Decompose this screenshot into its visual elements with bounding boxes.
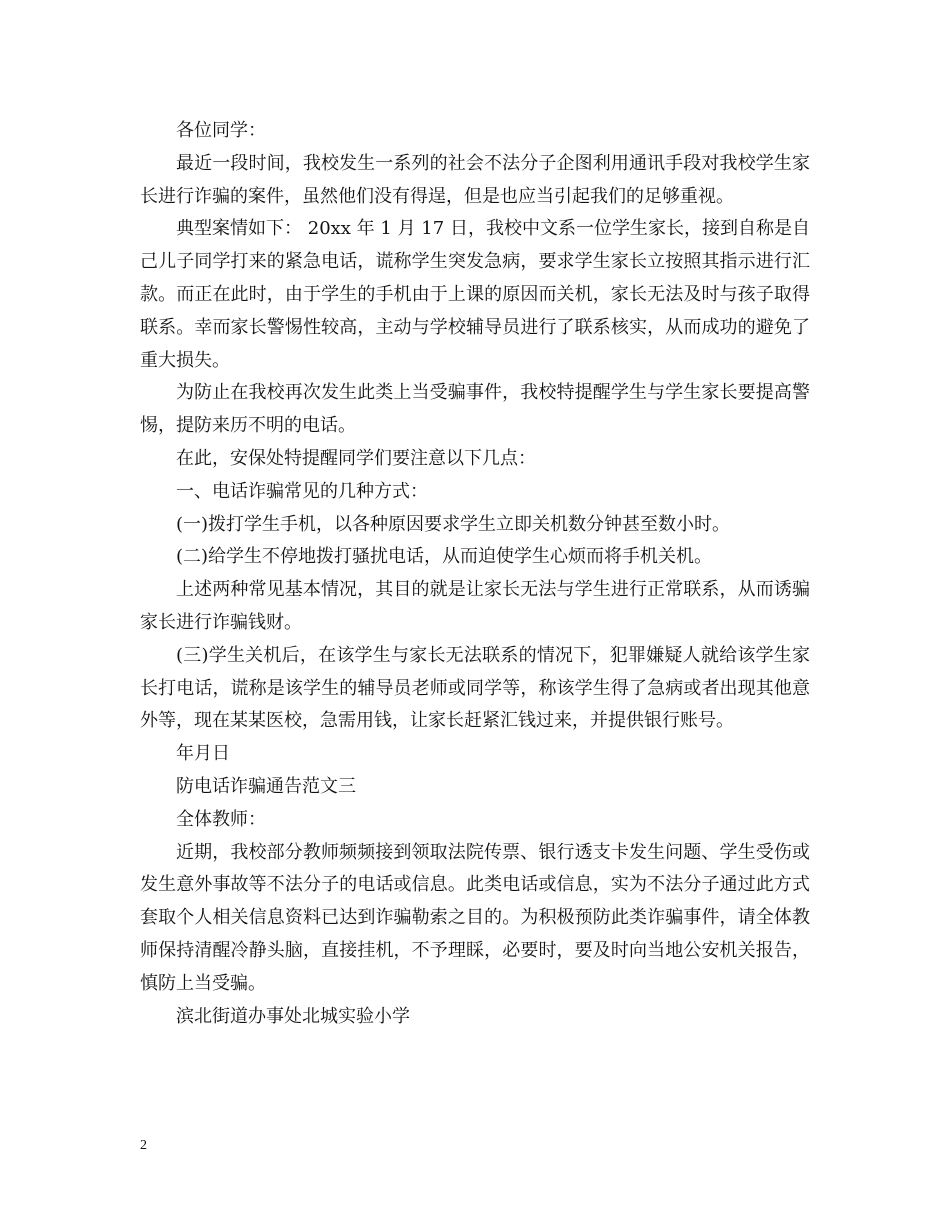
paragraph-prevention: 为防止在我校再次发生此类上当受骗事件，我校特提醒学生与学生家长要提高警惕，提防来历不明的电话。 [140,382,810,437]
section-heading-methods: 一、电话诈骗常见的几种方式： [176,480,428,502]
paragraph-purpose: 上述两种常见基本情况，其目的就是让家长无法与学生进行正常联系，从而诱骗家长进行诈骗钱财。 [140,579,810,633]
date-line: 年月日 [176,743,230,765]
salutation-students: 各位同学： [176,120,266,141]
page-number: 2 [140,1138,147,1153]
list-item-method-1: (一)拨打学生手机，以各种原因要求学生立即关机数分钟甚至数小时。 [176,513,731,535]
paragraph-teachers-notice: 近期，我校部分教师频频接到领取法院传票、银行透支卡发生问题、学生受伤或发生意外事故等不法分子的电话或信息。此类电话或信息，实为不法分子通过此方式套取个人相关信息资料已达到诈骗勒索之目的。为积极预防此类诈骗事件，请全体教师保持清醒冷静头脑，直接挂机，不予理睬，必要时，要及时向当地公安机关报告，慎防上当受骗。 [140,841,810,994]
document-body [140,115,810,1033]
salutation-teachers: 全体教师： [176,808,266,830]
signature-organization: 滨北街道办事处北城实验小学 [176,1005,410,1027]
section-title-sample-three: 防电话诈骗通告范文三 [176,775,356,797]
paragraph-intro: 最近一段时间，我校发生一系列的社会不法分子企图利用通讯手段对我校学生家长进行诈骗的案件，虽然他们没有得逞，但是也应当引起我们的足够重视。 [140,152,810,207]
list-item-method-2: (二)给学生不停地拨打骚扰电话，从而迫使学生心烦而将手机关机。 [176,546,713,568]
paragraph-reminder: 在此，安保处特提醒同学们要注意以下几点： [176,447,536,469]
paragraph-typical-case: 典型案情如下： 20xx 年 1 月 17 日，我校中文系一位学生家长，接到自称是自己儿子同学打来的紧急电话，谎称学生突发急病，要求学生家长立按照其指示进行汇款。而正在此时，由于学生的手机由于上课的原因而关机，家长无法及时与孩子取得联系。幸而家长警惕性较高，主动与学校辅导员进行了联系核实，从而成功的避免了重大损失。 [140,218,810,371]
list-item-method-3: (三)学生关机后，在该学生与家长无法联系的情况下，犯罪嫌疑人就给该学生家长打电话，谎称是该学生的辅导员老师或同学等，称该学生得了急病或者出现其他意外等，现在某某医校，急需用钱，让家长赶紧汇钱过来，并提供银行账号。 [140,644,810,732]
